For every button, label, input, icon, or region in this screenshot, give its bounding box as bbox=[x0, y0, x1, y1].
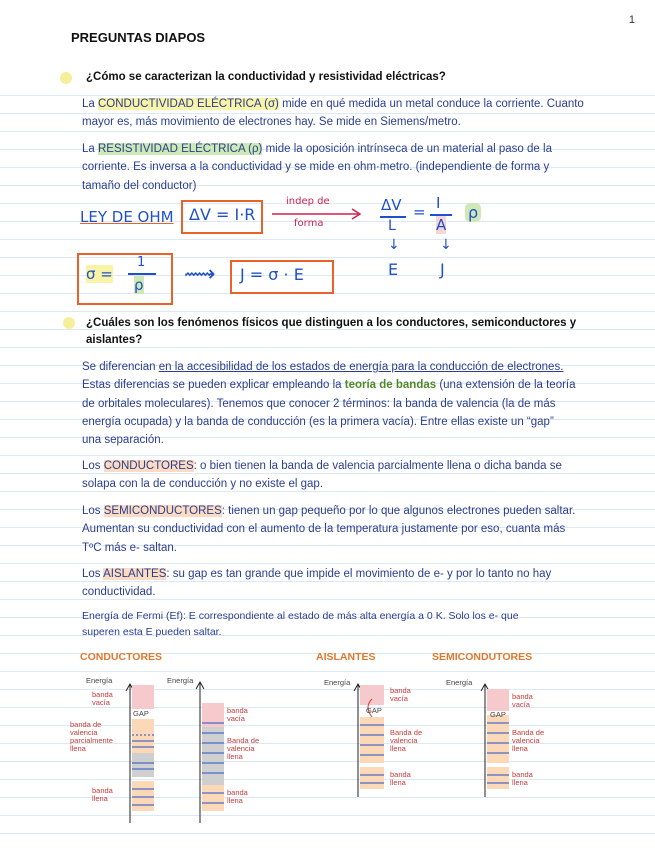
equals-sign: = bbox=[413, 203, 426, 221]
band-theory-paragraph: Se diferencian en la accesibilidad de los estados de energía para la conducción de electrones. Estas diferencias se pueden explicar empleando la teoría de bandas (una extensión de la teoría de orbitales moleculares). Tenemos que conocer 2 términos: la banda de valencia (la de más energía ocupada) y la banda de conducción (es la primera vacía). Entre ellas existe un “gap” una separación. bbox=[82, 361, 576, 447]
conductivity-paragraph: La CONDUCTIVIDAD ELÉCTRICA (σ) mide en qué medida un metal conduce la corriente. Cuanto mayor es, más movimiento de electrones hay. Se mide en Siemens/metro. bbox=[82, 98, 584, 129]
current-label: I bbox=[436, 194, 441, 212]
question-bullet-2 bbox=[63, 317, 75, 329]
current-density-formula: J = σ · E bbox=[240, 265, 304, 284]
conductivity-term: CONDUCTIVIDAD ELÉCTRICA (σ) bbox=[98, 98, 279, 110]
arrow-label-top: indep de bbox=[286, 196, 330, 207]
numerator-one: 1 bbox=[137, 255, 146, 270]
fraction-bar-3 bbox=[128, 273, 156, 275]
insulator-band-diagram: Energía banda vacía GAP Banda de valencia llena banda llena bbox=[324, 678, 423, 787]
semiconductor-band-diagram: Energía banda vacía GAP Banda de valencia llena banda llena bbox=[446, 678, 545, 787]
question-1: ¿Cómo se caracterizan la conductividad y resistividad eléctricas? bbox=[86, 71, 446, 83]
length-label: L bbox=[388, 218, 396, 234]
down-arrow-e: ↓ bbox=[388, 237, 400, 253]
fermi-paragraph: Energía de Fermi (Ef): E correspondiente al estado de más alta energía a 0 K. Solo los e- que superen esta E pueden saltar. bbox=[82, 610, 519, 638]
resistivity-paragraph: La RESISTIVIDAD ELÉCTRICA (ρ) mide la oposición intrínseca de un material al paso de la corriente. Es inversa a la conductividad y se mide en ohm·metro. (independiente de forma y tamaño del conductor) bbox=[82, 143, 552, 192]
band-theory-term: teoría de bandas bbox=[344, 379, 437, 392]
conductor-band-diagram-2: Energía banda vacía Banda de valencia llena banda llena bbox=[165, 675, 275, 825]
ohm-law-label: LEY DE OHM bbox=[80, 208, 174, 226]
insulators-paragraph: Los AISLANTES: su gap es tan grande que impide el movimiento de e- y por lo tanto no hay conductividad. bbox=[82, 568, 552, 599]
ohm-formula: ΔV = I·R bbox=[189, 205, 256, 224]
sigma-equals: σ = bbox=[86, 265, 113, 283]
current-density-label: J bbox=[440, 260, 445, 279]
insulators-term: AISLANTES bbox=[103, 568, 167, 580]
denominator-rho: ρ bbox=[134, 276, 144, 294]
page-title: PREGUNTAS DIAPOS bbox=[71, 30, 206, 45]
conductors-term: CONDUCTORES bbox=[103, 460, 194, 472]
semiconductors-diagram-title: SEMICONDUTORES bbox=[432, 651, 533, 663]
rho-label: ρ bbox=[465, 203, 481, 222]
arrow-label-bottom: forma bbox=[294, 218, 324, 229]
down-arrow-j: ↓ bbox=[440, 237, 452, 253]
conductors-paragraph: Los CONDUCTORES: o bien tienen la banda de valencia parcialmente llena o dicha banda se solapa con la de conducción y no existe el gap. bbox=[82, 460, 562, 491]
resistivity-term: RESISTIVIDAD ELÉCTRICA (ρ) bbox=[98, 143, 263, 155]
semiconductors-paragraph: Los SEMICONDUCTORES: tienen un gap pequeño por lo que algunos electrones pueden saltar. Aumentan su conductividad con el aumento de la temperatura justamente por eso, cuanta más TºC más e- saltan. bbox=[82, 505, 576, 554]
insulators-diagram-title: AISLANTES bbox=[316, 651, 376, 663]
squiggle-arrow-icon: ⟿ bbox=[184, 262, 216, 287]
conductor-band-diagram-1: Energía banda vacía GAP banda de valencia parcialmente llena banda llena bbox=[70, 675, 170, 825]
question-bullet-1 bbox=[60, 72, 72, 84]
delta-v-label: ΔV bbox=[381, 196, 402, 214]
conductors-diagram-title: CONDUCTORES bbox=[80, 651, 163, 663]
page-number: 1 bbox=[628, 14, 635, 26]
question-2: ¿Cuáles son los fenómenos físicos que distinguen a los conductores, semiconductores y aislantes? bbox=[86, 317, 577, 346]
area-label: A bbox=[436, 216, 447, 234]
field-e-label: E bbox=[388, 260, 399, 279]
semiconductors-term: SEMICONDUCTORES bbox=[103, 505, 222, 517]
